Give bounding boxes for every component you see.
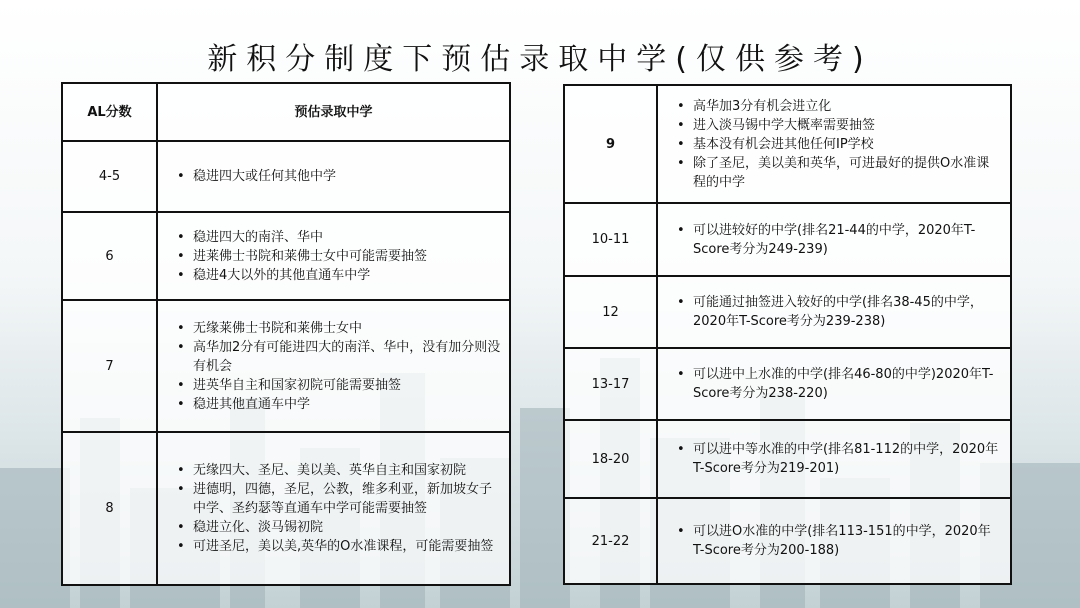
score-cell: 7 (62, 300, 157, 432)
list-item: • 可以进较好的中学(排名21-44的中学，2020年T-Score考分为249-239) (675, 221, 1002, 259)
list-item: • 稳进四大或任何其他中学 (175, 167, 501, 186)
list-item: • 高华加2分有可能进四大的南洋、华中，没有加分则没有机会 (175, 338, 501, 376)
school-cell (157, 300, 510, 432)
header-al-score: AL分数 (62, 83, 157, 141)
list-item: • 稳进4大以外的其他直通车中学 (175, 266, 501, 285)
score-cell: 13-17 (564, 348, 657, 420)
table-row (564, 276, 1011, 348)
school-cell (657, 85, 1011, 203)
school-cell (657, 348, 1011, 420)
list-item: • 进入淡马锡中学大概率需要抽签 (675, 116, 1002, 135)
table-row (564, 203, 1011, 276)
score-cell: 6 (62, 212, 157, 300)
list-item: • 进英华自主和国家初院可能需要抽签 (175, 376, 501, 395)
page-title: 新积分制度下预估录取中学(仅供参考) (207, 42, 873, 77)
score-cell: 8 (62, 432, 157, 585)
score-cell: 10-11 (564, 203, 657, 276)
table-row (62, 300, 510, 432)
list-item: • 除了圣尼，美以美和英华，可进最好的提供O水准课程的中学 (675, 154, 1002, 192)
list-item: • 无缘莱佛士书院和莱佛士女中 (175, 319, 501, 338)
school-cell (657, 276, 1011, 348)
school-cell (157, 432, 510, 585)
list-item: • 可以进O水准的中学(排名113-151的中学，2020年T-Score考分为200-188) (675, 522, 1002, 560)
school-cell (657, 498, 1011, 584)
table-row (564, 420, 1011, 498)
school-cell (657, 203, 1011, 276)
school-cell (157, 212, 510, 300)
table-header-row (62, 83, 510, 141)
left-score-table (61, 82, 511, 586)
list-item: • 稳进立化、淡马锡初院 (175, 518, 501, 537)
table-row (564, 85, 1011, 203)
list-item: • 高华加3分有机会进立化 (675, 97, 1002, 116)
list-item: • 基本没有机会进其他任何IP学校 (675, 135, 1002, 154)
list-item: • 进莱佛士书院和莱佛士女中可能需要抽签 (175, 247, 501, 266)
list-item: • 可以进中等水准的中学(排名81-112的中学，2020年T-Score考分为219-201) (675, 440, 1002, 478)
table-row (62, 212, 510, 300)
list-item: • 可以进中上水准的中学(排名46-80的中学)2020年T-Score考分为238-220) (675, 365, 1002, 403)
list-item: • 稳进四大的南洋、华中 (175, 228, 501, 247)
right-score-table (563, 84, 1012, 585)
list-item: • 可能通过抽签进入较好的中学(排名38-45的中学，2020年T-Score考分为239-238) (675, 293, 1002, 331)
score-cell: 4-5 (62, 141, 157, 212)
list-item: • 无缘四大、圣尼、美以美、英华自主和国家初院 (175, 461, 501, 480)
header-school: 预估录取中学 (157, 83, 510, 141)
list-item: • 稳进其他直通车中学 (175, 395, 501, 414)
table-row (62, 141, 510, 212)
list-item: • 进德明，四德，圣尼，公教，维多利亚，新加坡女子中学、圣约瑟等直通车中学可能需要抽签 (175, 480, 501, 518)
list-item: • 可进圣尼，美以美,英华的O水准课程，可能需要抽签 (175, 537, 501, 556)
table-row (564, 498, 1011, 584)
score-cell: 21-22 (564, 498, 657, 584)
school-cell (657, 420, 1011, 498)
table-row (564, 348, 1011, 420)
score-cell: 18-20 (564, 420, 657, 498)
table-row (62, 432, 510, 585)
score-cell: 12 (564, 276, 657, 348)
school-cell (157, 141, 510, 212)
score-cell: 9 (564, 85, 657, 203)
